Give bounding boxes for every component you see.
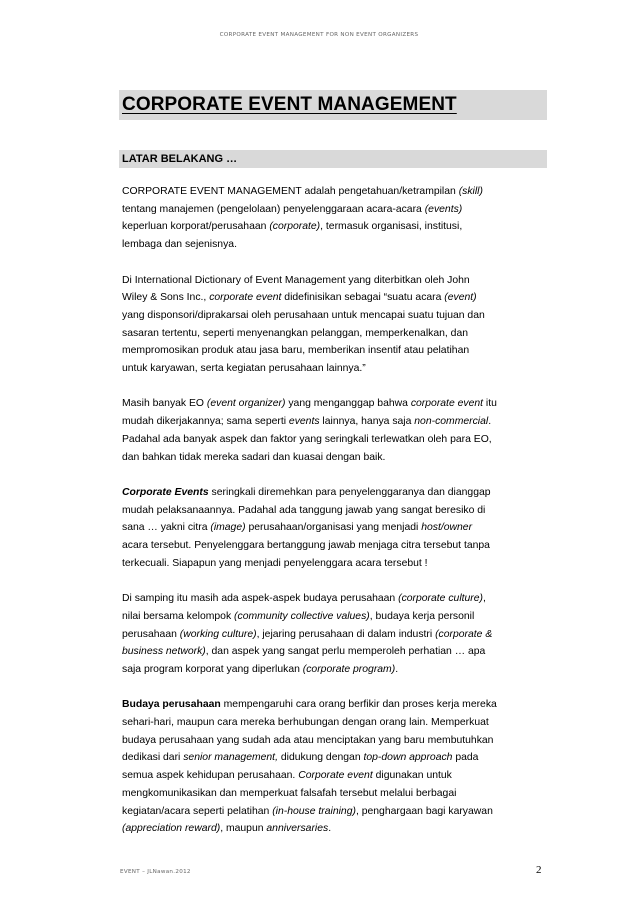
text-run: , penghargaan bagi karyawan [355,805,493,817]
text-run: keperluan korporat/perusahaan [122,221,270,233]
text-run: (corporate & [435,628,493,640]
text-run: perusahaan/organisasi yang menjadi [245,522,422,534]
text-line [122,201,552,219]
text-line [122,696,552,714]
text-run: . [488,416,492,428]
text-line [122,643,552,661]
section-banner [119,150,547,168]
text-run: , dan aspek yang sangat perlu memperoleh perhatian … apa [205,646,486,658]
text-run: pada [452,752,479,764]
text-line [122,519,552,537]
running-header: CORPORATE EVENT MANAGEMENT FOR NON EVENT ORGANIZERS [219,32,419,38]
paragraph [122,395,552,466]
text-line [122,803,552,821]
text-run: saja program korporat yang diperlukan [122,663,303,675]
text-run: . [328,823,332,835]
text-run: seringkali diremehkan para penyelenggaranya dan dianggap [208,486,491,498]
text-run: didefinisikan sebagai “suatu acara [281,292,445,304]
text-line [122,289,552,307]
text-run: budaya perusahaan yang sudah ada atau menciptakan yang baru membutuhkan [122,734,494,746]
paragraph [122,484,552,573]
text-run: sasaran tertentu, seperti menyenangkan pelanggan, memperkenalkan, dan [122,327,469,339]
text-line [122,785,552,803]
text-line [122,325,552,343]
text-run: mempengaruhi cara orang berfikir dan proses kerja mereka [220,699,497,711]
text-run: mempromosikan produk atau jasa baru, memberikan insentif atau pelatihan [122,345,470,357]
footer-author: EVENT – JLNawan.2012 [120,869,191,875]
text-line [122,502,552,520]
text-run: Di International Dictionary of Event Management yang diterbitkan oleh John [122,274,470,286]
text-run: Corporate event [298,770,373,782]
section-heading: LATAR BELAKANG … [122,153,238,165]
text-run: CORPORATE EVENT MANAGEMENT adalah pengetahuan/ketrampilan [122,186,459,197]
document-title: CORPORATE EVENT MANAGEMENT [122,94,457,115]
paragraph [122,590,552,679]
text-run: corporate event [410,398,484,410]
text-line [122,307,552,325]
text-line [122,626,552,644]
text-run: kegiatan/acara seperti pelatihan [122,805,273,817]
text-line [122,661,552,679]
text-run: (in-house training) [272,805,356,817]
body-text [122,183,552,856]
text-run: (community collective values) [234,610,370,622]
text-line [122,484,552,502]
text-run: lainnya, hanya saja [319,416,415,428]
text-run: top-down approach [363,752,453,764]
text-line [122,431,552,449]
text-run: Budaya perusahaan [122,699,221,711]
text-line [122,236,552,254]
text-run: yang disponsori/diprakarsai oleh perusahaan untuk mencapai suatu tujuan dan [122,309,485,321]
text-run: mudah dikerjakannya; sama seperti [122,416,289,428]
text-line [122,413,552,431]
text-run: events [288,416,320,428]
text-run: corporate event [209,292,282,304]
text-line [122,714,552,732]
text-run: lembaga dan sejenisnya. [122,239,237,251]
text-run: host/owner [421,522,473,534]
text-run: untuk karyawan, serta kegiatan perusahaan lainnya.” [122,363,366,375]
text-run: semua aspek kehidupan perusahaan. [122,770,299,782]
text-run: , [483,593,486,605]
text-line [122,732,552,750]
title-banner [119,90,547,120]
page-number: 2 [536,864,542,876]
text-run: sana … yakni citra [122,522,211,534]
text-run: yang menganggap bahwa [285,398,411,410]
text-run: Padahal ada banyak aspek dan faktor yang seringkali terlewatkan oleh para EO, [122,433,492,445]
text-run: (corporate program) [302,663,396,675]
text-line [122,555,552,573]
text-run: mudah pelaksanaannya. Padahal ada tanggung jawab yang sangat beresiko di [122,504,486,516]
text-run: (corporate) [269,221,321,233]
text-run: perusahaan [122,628,180,640]
text-line [122,749,552,767]
text-run: didukung dengan [277,752,364,764]
text-run: (image) [210,522,246,534]
text-run: dan bahkan tidak mereka sadari dan kuasai dengan baik. [122,451,386,463]
text-run: tentang manajemen (pengelolaan) penyelenggaraan acara-acara [122,203,425,215]
text-run: , termasuk organisasi, institusi, [320,221,463,233]
text-line [122,342,552,360]
text-run: , jejaring perusahaan di dalam industri [256,628,436,640]
text-run: Corporate Events [122,486,209,498]
paragraph [122,183,552,254]
text-run: anniversaries [266,823,329,835]
text-line [122,272,552,290]
text-run: (appreciation reward) [122,823,221,835]
text-run: Di samping itu masih ada aspek-aspek budaya perusahaan [122,593,399,605]
text-line [122,360,552,378]
paragraph [122,696,552,838]
paragraph [122,272,552,378]
text-line [122,449,552,467]
text-line [122,395,552,413]
text-run: , budaya kerja personil [369,610,475,622]
text-line [122,183,552,201]
text-run: terkecuali. Siapapun yang menjadi penyelenggara acara tersebut ! [122,557,428,569]
text-run: , maupun [220,823,267,835]
text-run: (skill) [458,186,483,197]
text-run: (event organizer) [206,398,286,410]
text-line [122,537,552,555]
text-line [122,767,552,785]
text-run: acara tersebut. Penyelenggara bertanggung jawab menjaga citra tersebut tanpa [122,540,490,552]
text-run: non-commercial [414,416,489,428]
text-run: Wiley & Sons Inc., [122,292,210,304]
text-line [122,820,552,838]
text-run: dedikasi dari [122,752,184,764]
text-line [122,590,552,608]
text-run: Masih banyak EO [122,398,207,410]
text-run: digunakan untuk [372,770,452,782]
text-run: mengkomunikasikan dan memperkuat falsafah tersebut melalui berbagai [122,787,457,799]
text-run: nilai bersama kelompok [122,610,235,622]
text-line [122,608,552,626]
text-run: (events) [424,203,463,215]
text-run: sehari-hari, maupun cara mereka berhubungan dengan orang lain. Memperkuat [122,717,489,729]
text-run: (corporate culture) [398,593,484,605]
text-run: business network) [122,646,206,658]
text-run: itu [483,398,497,410]
text-run: . [395,663,399,675]
text-line [122,218,552,236]
text-run: senior management, [183,752,278,764]
text-run: (event) [444,292,477,304]
text-run: (working culture) [179,628,257,640]
